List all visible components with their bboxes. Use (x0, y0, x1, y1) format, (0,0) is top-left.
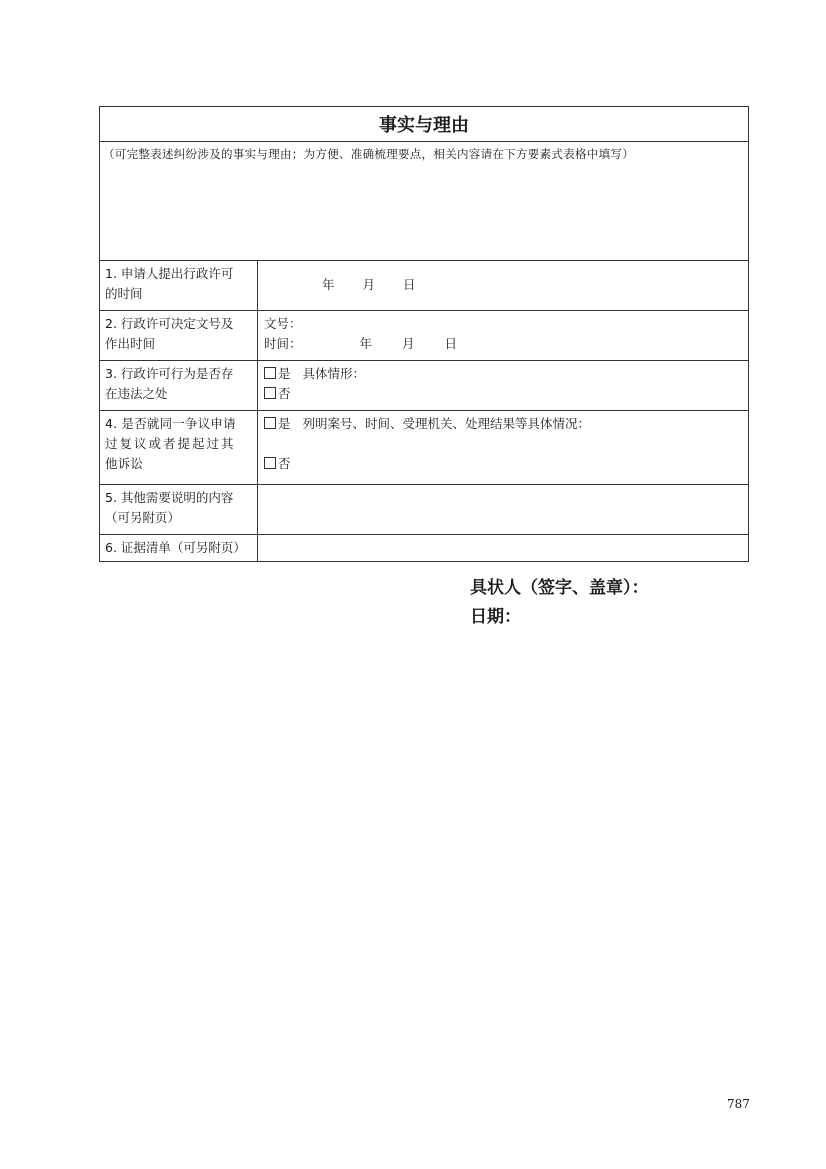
form-title: 事实与理由 (100, 107, 748, 142)
decision-number-field[interactable] (258, 311, 748, 360)
yes-checkbox[interactable] (264, 417, 276, 429)
table-row (100, 411, 748, 485)
evidence-list-field[interactable] (258, 535, 748, 561)
facts-reasons-input-area[interactable] (100, 142, 748, 261)
no-checkbox[interactable] (264, 387, 276, 399)
table-row (100, 485, 748, 535)
form-hint: （可完整表述纠纷涉及的事实与理由；为方便、准确梳理要点，相关内容请在下方要素式表格中填写） (103, 147, 634, 161)
table-row (100, 535, 748, 561)
other-notes-field[interactable] (258, 485, 748, 534)
row-label: 3. 行政许可行为是否存 在违法之处 (100, 361, 258, 410)
row-label: 4. 是否就同一争议申请 过复议或者提起过其 他诉讼 (100, 411, 258, 484)
table-row (100, 261, 748, 311)
row-label: 2. 行政许可决定文号及 作出时间 (100, 311, 258, 360)
page-number: 787 (727, 1097, 750, 1111)
table-row (100, 361, 748, 411)
yes-label: 是 (278, 366, 291, 381)
no-label: 否 (278, 456, 291, 471)
no-checkbox[interactable] (264, 457, 276, 469)
decision-time-line: 时间： 年 月 日 (264, 336, 458, 351)
signer-label: 具状人（签字、盖章）： (470, 578, 649, 598)
row-label: 6. 证据清单（可另附页） (100, 535, 258, 561)
detail-label: 具体情形： (302, 366, 366, 381)
row-label: 1. 申请人提出行政许可 的时间 (100, 261, 258, 310)
date-placeholder: 年 月 日 (322, 277, 416, 292)
yes-label: 是 (278, 416, 291, 431)
application-date-field[interactable] (258, 261, 748, 310)
row-label: 5. 其他需要说明的内容 （可另附页） (100, 485, 258, 534)
yes-checkbox[interactable] (264, 367, 276, 379)
doc-number-label: 文号： (264, 316, 302, 331)
signature-date-label: 日期： (470, 607, 521, 627)
table-row (100, 311, 748, 361)
no-label: 否 (278, 386, 291, 401)
illegality-field (258, 361, 748, 410)
facts-reasons-form (99, 106, 749, 562)
prior-proceedings-field (258, 411, 748, 484)
detail-label: 列明案号、时间、受理机关、处理结果等具体情况： (302, 416, 591, 431)
